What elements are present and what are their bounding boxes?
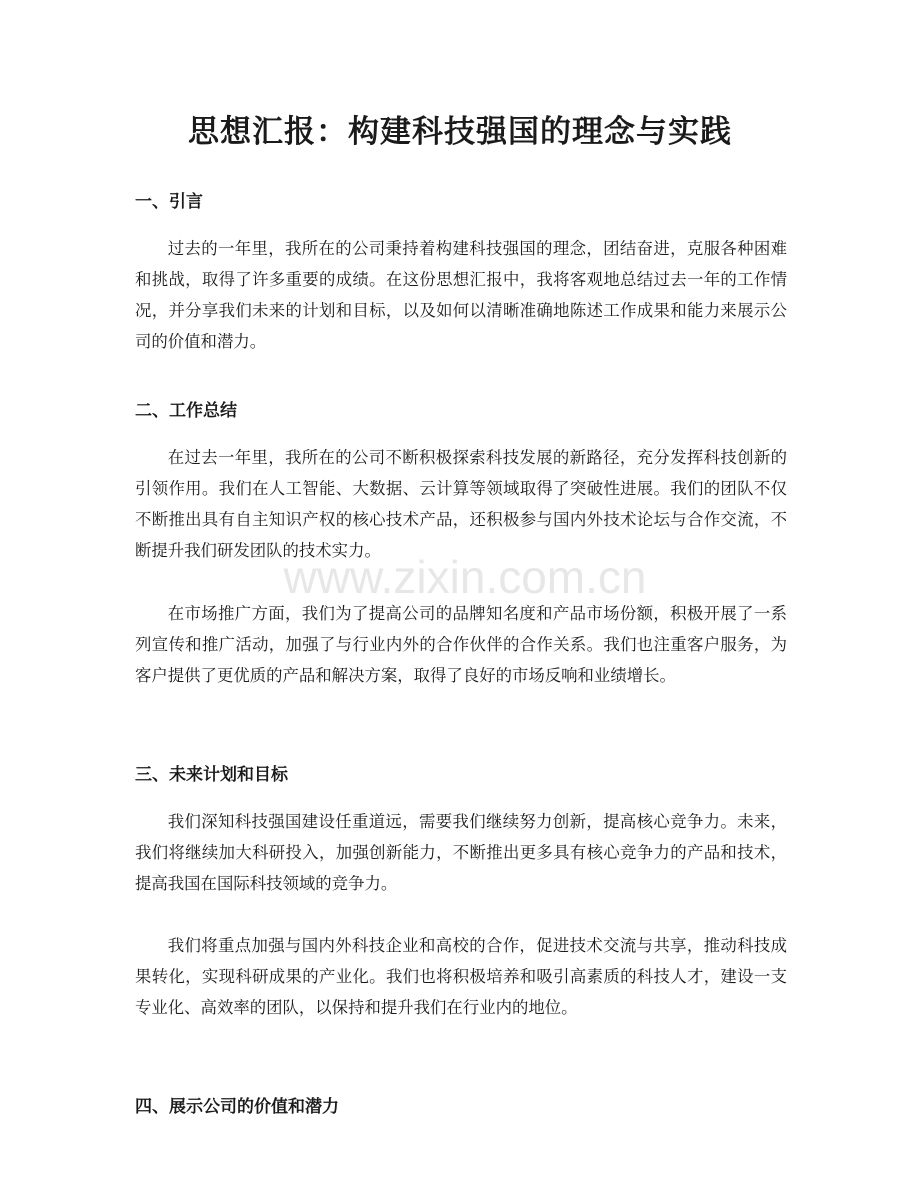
paragraph-work-summary-2: 在市场推广方面，我们为了提高公司的品牌知名度和产品市场份额，积极开展了一系列宣传和推广活动，加强了与行业内外的合作伙伴的合作关系。我们也注重客户服务，为客户提供了更优质的产品和解决方案，取得了良好的市场反响和业绩增长。: [135, 604, 787, 685]
document-title: 思想汇报：构建科技强国的理念与实践: [188, 114, 732, 150]
paragraph-work-summary-1: 在过去一年里，我所在的公司不断积极探索科技发展的新路径，充分发挥科技创新的引领作用。我们在人工智能、大数据、云计算等领域取得了突破性进展。我们的团队不仅不断推出具有自主知识产权的核心技术产品，还积极参与国内外技术论坛与合作交流，不断提升我们研发团队的技术实力。: [135, 448, 787, 560]
paragraph-intro: 过去的一年里，我所在的公司秉持着构建科技强国的理念，团结奋进，克服各种困难和挑战，取得了许多重要的成绩。在这份思想汇报中，我将客观地总结过去一年的工作情况，并分享我们未来的计划和目标，以及如何以清晰准确地陈述工作成果和能力来展示公司的价值和潜力。: [135, 239, 787, 351]
section-heading-company-value: 四、展示公司的价值和潜力: [135, 1097, 339, 1117]
paragraph-future-plans-2: 我们将重点加强与国内外科技企业和高校的合作，促进技术交流与共享，推动科技成果转化，实现科研成果的产业化。我们也将积极培养和吸引高素质的科技人才，建设一支专业化、高效率的团队，以保持和提升我们在行业内的地位。: [135, 936, 787, 1017]
section-heading-intro: 一、引言: [135, 192, 203, 212]
section-heading-work-summary: 二、工作总结: [135, 401, 237, 421]
section-heading-future-plans: 三、未来计划和目标: [135, 765, 288, 785]
watermark: www.zixin.com.cn: [283, 551, 647, 603]
paragraph-future-plans-1: 我们深知科技强国建设任重道远，需要我们继续努力创新，提高核心竞争力。未来，我们将继续加大科研投入，加强创新能力，不断推出更多具有核心竞争力的产品和技术，提高我国在国际科技领域的竞争力。: [135, 812, 787, 893]
